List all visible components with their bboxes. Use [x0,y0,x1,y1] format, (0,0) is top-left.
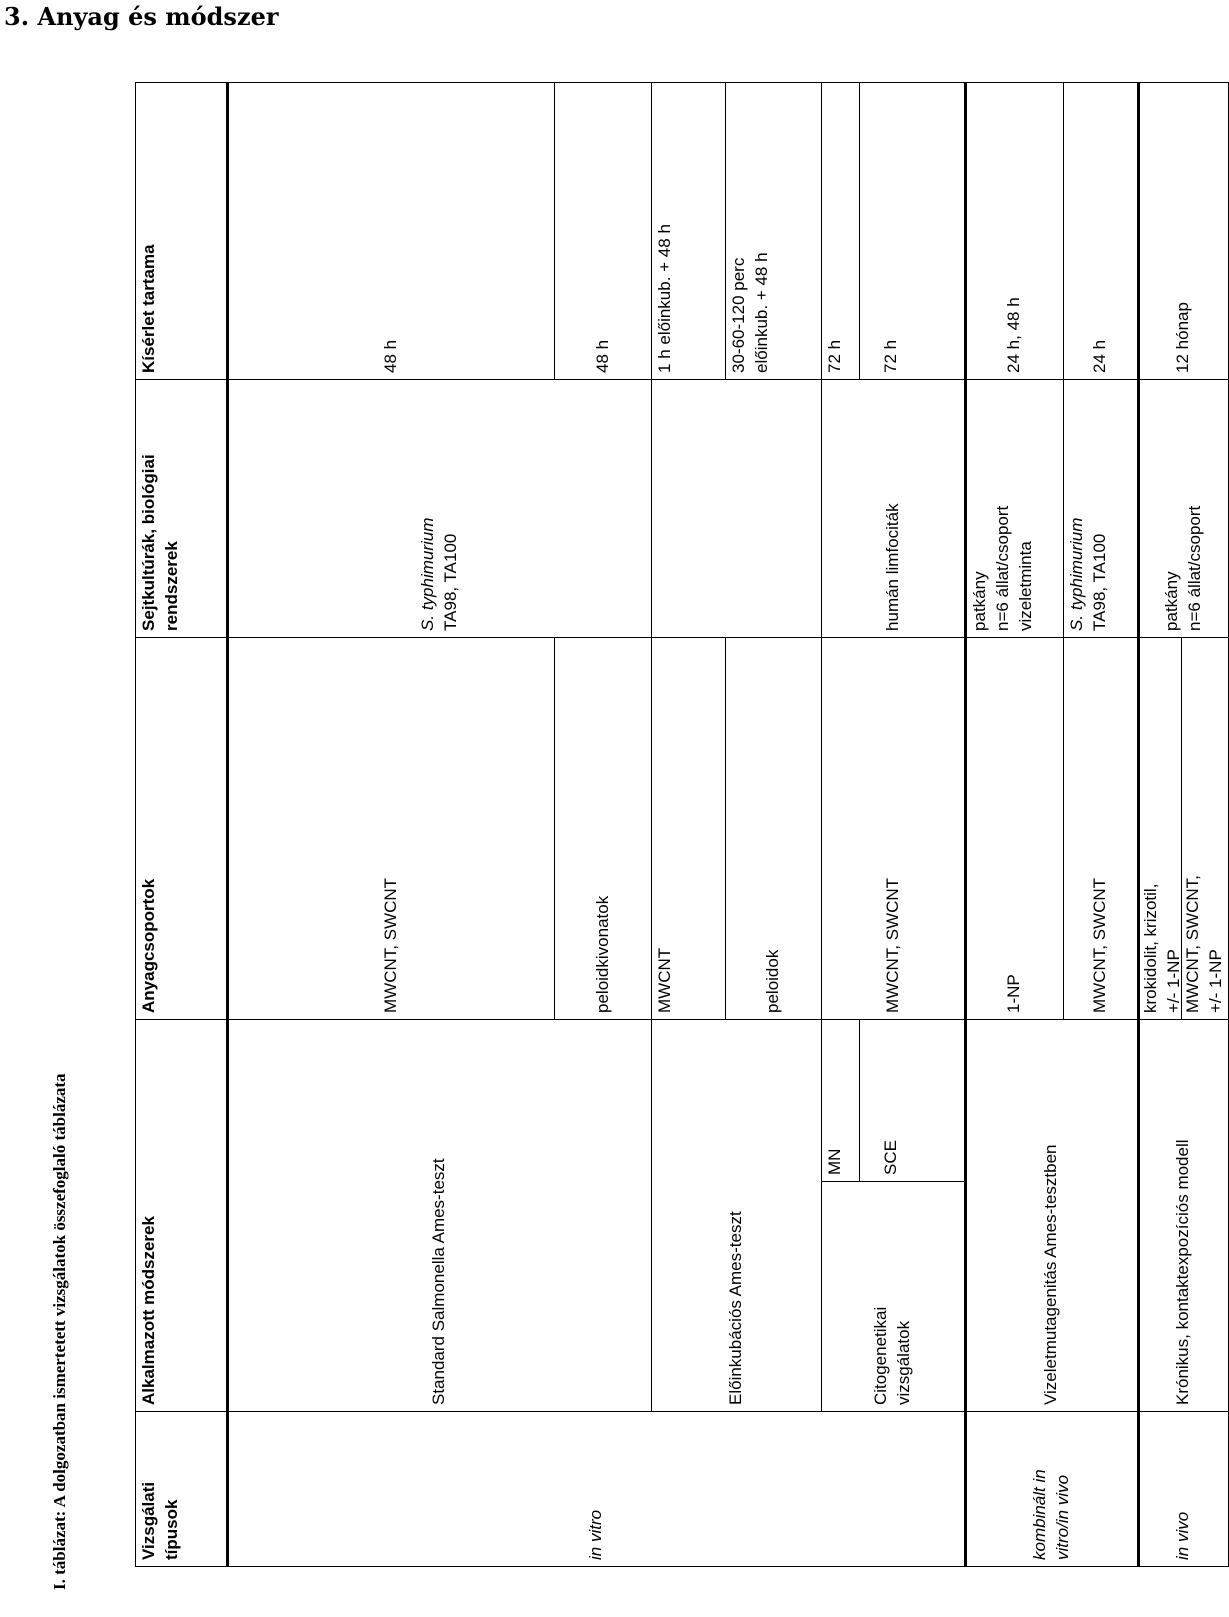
duration-48h: 48 h [228,82,555,379]
material-line: krokidolit, krizotil, [1140,883,1160,1013]
system-line: S. typhimurium [418,517,437,631]
duration-preinc-peloid [725,82,822,379]
material-cnt: MWCNT, SWCNT [822,637,966,1019]
method-sce: SCE [881,1140,901,1175]
table-container [135,83,1225,1567]
page-heading: 3. Anyag és módszer [4,2,279,31]
system-rat [1138,379,1228,637]
material-peloid-extract: peloidkivonatok [555,637,652,1019]
method-sub-cell [822,1019,966,1181]
header-method: Alkalmazott módszerek [136,1019,228,1411]
type-line: kombinált in [1029,1469,1049,1560]
type-line: vitro/in vivo [1052,1474,1072,1560]
method-line: vizsgálatok [894,1320,914,1405]
method-line: Citogenetikai [871,1306,891,1405]
method-urine-mutagenicity: Vizeletmutagenitás Ames-tesztben [966,1019,1139,1411]
method-chronic: Krónikus, kontaktexpozíciós modell [1138,1019,1228,1411]
table-row [966,82,1064,1566]
system-line: vizeletminta [1015,541,1035,631]
type-combined [966,1412,1139,1567]
summary-table [135,82,1229,1567]
method-ames-standard: Standard Salmonella Ames-teszt [228,1019,652,1411]
table-row [228,82,555,1566]
material-cnt: MWCNT, SWCNT [228,637,555,1019]
duration-sce: 72 h [881,339,901,373]
system-empty [651,379,822,637]
system-line: n=6 állat/csoport [993,505,1012,631]
method-mn: MN [822,1020,860,1181]
material-line: MWCNT, SWCNT, [1182,875,1202,1013]
material-peloids: peloidok [725,637,822,1019]
duration-mn: 72 h [822,83,860,379]
system-line: TA98, TA100 [1089,533,1109,631]
duration-urine: 24 h, 48 h [966,82,1064,379]
material-asbestos [1140,638,1182,1019]
header-duration: Kísérlet tartama [136,82,228,379]
material-mwcnt: MWCNT [651,637,725,1019]
table-caption: I. táblázat: A dolgozatban ismertetett vizsgálatok összefoglaló táblázata [50,1073,69,1590]
material-line: +/- 1-NP [1163,949,1183,1013]
material-cnt-1np [1182,638,1228,1019]
system-rat-urine [966,379,1064,637]
system-line: n=6 állat/csoport [1184,505,1204,631]
type-in-vitro: in vitro [228,1412,966,1567]
duration-cytogen [822,82,966,379]
system-line: S. typhimurium [1066,517,1086,631]
system-salmonella [1063,379,1138,637]
system-line: patkány [970,571,990,631]
duration-line: előinkub. + 48 h [751,252,771,373]
duration-48h: 48 h [555,82,652,379]
system-salmonella [228,379,652,637]
table-row [651,82,725,1566]
system-lymphocytes: humán limfociták [822,379,966,637]
material-chronic [1138,637,1228,1019]
header-row [136,82,228,1566]
table-row [1138,82,1228,1566]
duration-line: 30-60-120 perc [728,257,748,373]
method-preincubation: Előinkubációs Ames-teszt [651,1019,822,1411]
material-cnt: MWCNT, SWCNT [1063,637,1138,1019]
material-1np: 1-NP [966,637,1064,1019]
table-row [822,82,966,1566]
method-cytogenetics [822,1182,966,1412]
header-material: Anyagcsoportok [136,637,228,1019]
duration-24h: 24 h [1063,82,1138,379]
type-in-vivo: in vivo [1138,1412,1228,1567]
system-line: patkány [1161,571,1181,631]
header-system: Sejtkultúrák, biológiai rendszerek [136,379,228,637]
material-line: +/- 1-NP [1205,949,1225,1013]
duration-preinc: 1 h előinkub. + 48 h [651,82,725,379]
system-line: TA98, TA100 [440,533,460,631]
duration-12-months: 12 hónap [1138,82,1228,379]
header-type: Vizsgálati típusok [136,1412,228,1567]
